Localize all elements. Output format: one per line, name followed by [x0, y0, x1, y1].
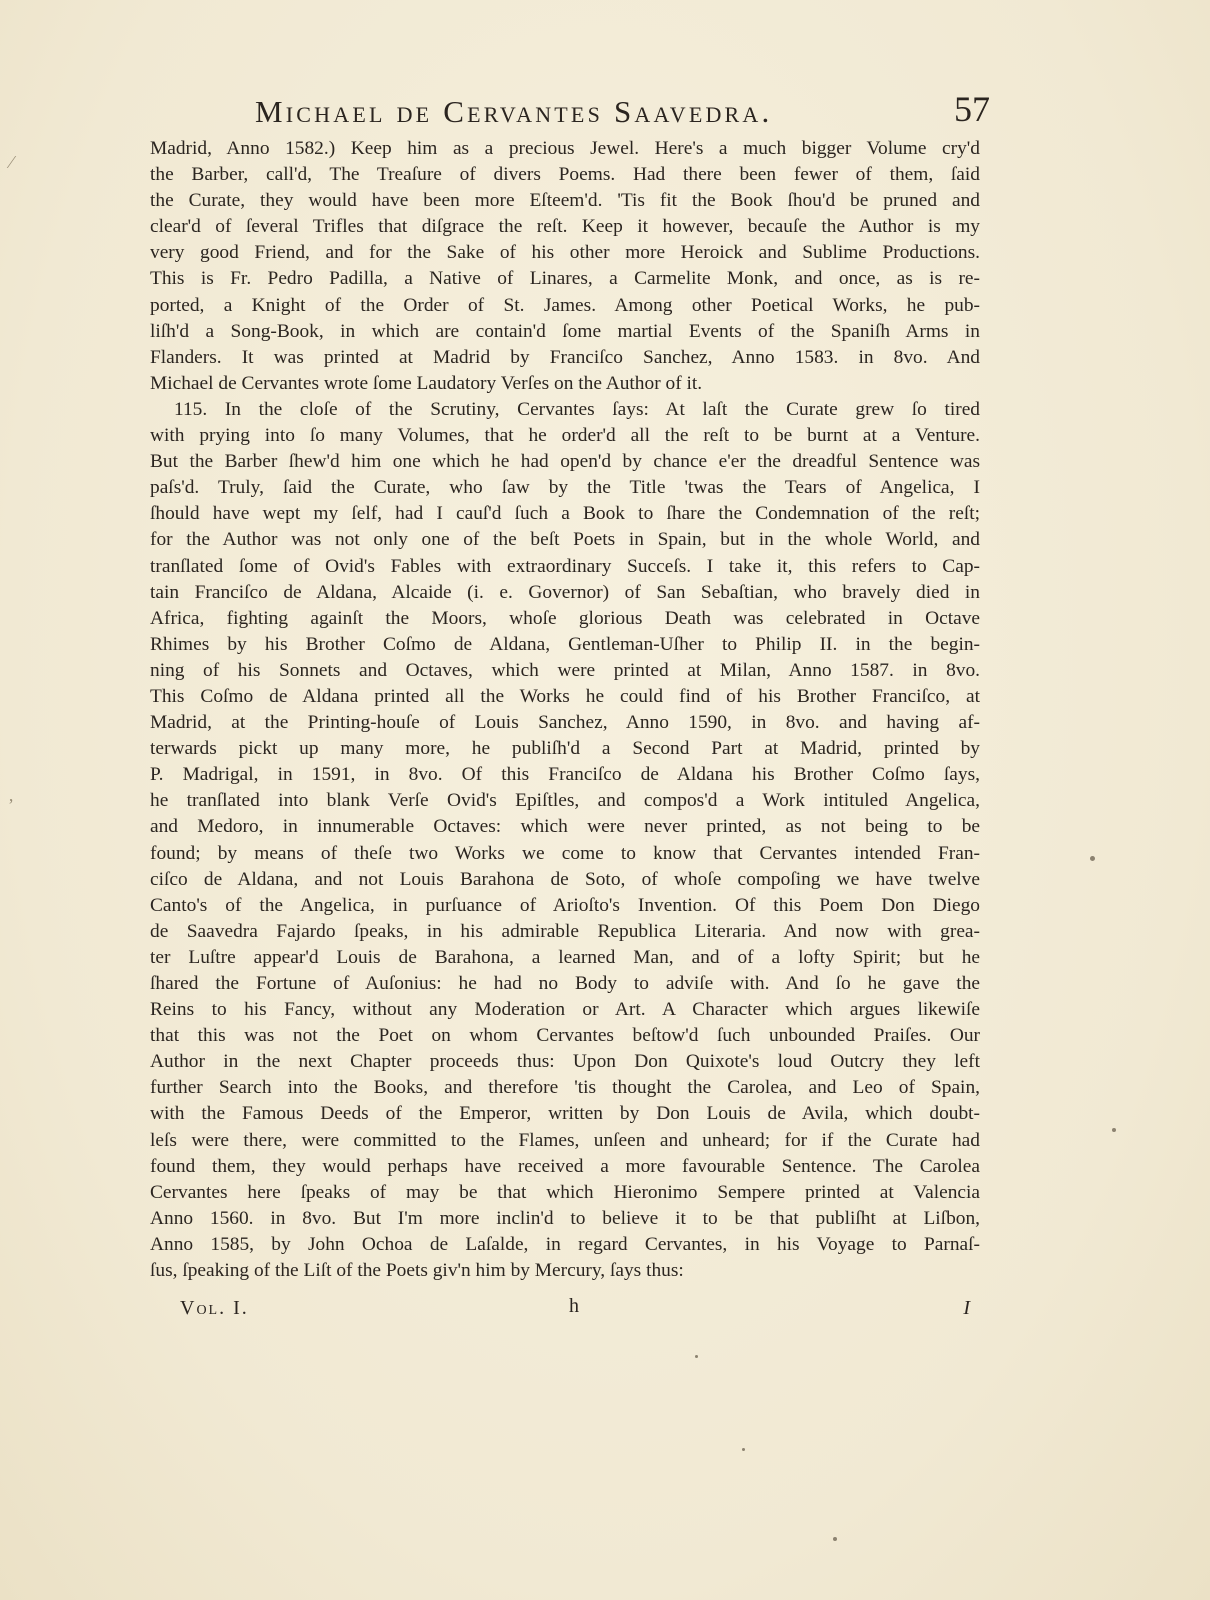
page-header — [255, 89, 990, 136]
text-line: This is Fr. Pedro Padilla, a Native of Linares, a Carmelite Monk, and once, as is re- — [150, 268, 980, 290]
text-line: But the Barber ſhew'd him one which he had open'd by chance e'er the dreadful Sentence was — [150, 451, 980, 473]
text-line: the Curate, they would have been more Eſteem'd. 'Tis fit the Book ſhou'd be pruned and — [150, 190, 980, 212]
text-line: This Coſmo de Aldana printed all the Works he could find of his Brother Franciſco, at — [150, 685, 980, 707]
running-title: Michael de Cervantes Saavedra. — [255, 94, 773, 129]
text-line: with the Famous Deeds of the Emperor, written by Don Louis de Avila, which doubt- — [150, 1103, 980, 1125]
text-line: paſs'd. Truly, ſaid the Curate, who ſaw by the Title 'twas the Tears of Angelica, I — [150, 477, 980, 499]
text-line: ſus, ſpeaking of the Liſt of the Poets giv'n him by Mercury, ſays thus: — [150, 1260, 684, 1282]
text-line: and Medoro, in innumerable Octaves: which were never printed, as not being to be — [150, 816, 980, 838]
text-line: the Barber, call'd, The Treaſure of divers Poems. Had there been fewer of them, ſaid — [150, 164, 980, 186]
text-line: ſhould have wept my ſelf, had I cauſ'd ſuch a Book to ſhare the Condemnation of the reſt; — [150, 503, 980, 525]
text-line: Author in the next Chapter proceeds thus: Upon Don Quixote's loud Outcry they left — [150, 1051, 980, 1073]
text-line: liſh'd a Song-Book, in which are contain'd ſome martial Events of the Spaniſh Arms in — [150, 320, 980, 342]
text-line: Anno 1560. in 8vo. But I'm more inclin'd to believe it to be that publiſht at Liſbon, — [150, 1207, 980, 1229]
text-line: de Saavedra Fajardo ſpeaks, in his admirable Republica Literaria. And now with grea- — [150, 920, 980, 942]
volume-mark: Vol. I. — [180, 1297, 249, 1319]
paper-speck — [1112, 1128, 1116, 1132]
text-line: 115. In the cloſe of the Scrutiny, Cervantes ſays: At laſt the Curate grew ſo tired — [174, 398, 980, 420]
signature-mark: h — [569, 1295, 579, 1317]
text-line: Africa, fighting againſt the Moors, whoſe glorious Death was celebrated in Octave — [150, 607, 980, 629]
text-line: very good Friend, and for the Sake of his other more Heroick and Sublime Productions. — [150, 242, 980, 264]
paper-speck — [742, 1448, 745, 1451]
page-number: 57 — [954, 89, 990, 129]
text-line: ciſco de Aldana, and not Louis Barahona de Soto, of whoſe compoſing we have twelve — [150, 868, 980, 890]
text-line: further Search into the Books, and therefore 'tis thought the Carolea, and Leo of Spain, — [150, 1077, 980, 1099]
text-line: with prying into ſo many Volumes, that he order'd all the reſt to be burnt at a Venture. — [150, 425, 980, 447]
body-text — [150, 136, 980, 1284]
catchword: I — [963, 1297, 970, 1319]
text-line: tranſlated ſome of Ovid's Fables with extraordinary Succeſs. I take it, this refers to Cap- — [150, 555, 980, 577]
page-footer — [180, 1297, 970, 1325]
text-line: Cervantes here ſpeaks of may be that which Hieronimo Sempere printed at Valencia — [150, 1181, 980, 1203]
text-line: that this was not the Poet on whom Cervantes beſtow'd ſuch unbounded Praiſes. Our — [150, 1025, 980, 1047]
text-line: P. Madrigal, in 1591, in 8vo. Of this Franciſco de Aldana his Brother Coſmo ſays, — [150, 764, 980, 786]
margin-pencil-mark: ‚ — [8, 785, 14, 805]
text-line: clear'd of ſeveral Trifles that diſgrace the reſt. Keep it however, becauſe the Author is my — [150, 216, 980, 238]
paper-speck — [695, 1355, 698, 1358]
text-line: Anno 1585, by John Ochoa de Laſalde, in regard Cervantes, in his Voyage to Parnaſ- — [150, 1233, 980, 1255]
text-line: terwards pickt up many more, he publiſh'd a Second Part at Madrid, printed by — [150, 738, 980, 760]
text-line: Madrid, at the Printing-houſe of Louis Sanchez, Anno 1590, in 8vo. and having af- — [150, 712, 980, 734]
text-line: Madrid, Anno 1582.) Keep him as a precious Jewel. Here's a much bigger Volume cry'd — [150, 138, 980, 159]
text-line: Rhimes by his Brother Coſmo de Aldana, Gentleman-Uſher to Philip II. in the begin- — [150, 633, 980, 655]
text-line: found them, they would perhaps have received a more favourable Sentence. The Carolea — [150, 1155, 980, 1177]
text-line: Canto's of the Angelica, in purſuance of Arioſto's Invention. Of this Poem Don Diego — [150, 894, 980, 916]
paper-speck — [833, 1537, 837, 1541]
text-line: Reins to his Fancy, without any Moderation or Art. A Character which argues likewiſe — [150, 999, 980, 1021]
text-line: tain Franciſco de Aldana, Alcaide (i. e. Governor) of San Sebaſtian, who bravely died in — [150, 581, 980, 603]
text-line: he tranſlated into blank Verſe Ovid's Epiſtles, and compos'd a Work intituled Angelica, — [150, 790, 980, 812]
text-line: leſs were there, were committed to the Flames, unſeen and unheard; for if the Curate had — [150, 1129, 980, 1151]
margin-pencil-mark: ⁄ — [10, 152, 14, 172]
text-line: Michael de Cervantes wrote ſome Laudatory Verſes on the Author of it. — [150, 372, 703, 394]
text-line: ning of his Sonnets and Octaves, which were printed at Milan, Anno 1587. in 8vo. — [150, 659, 980, 681]
text-line: Flanders. It was printed at Madrid by Franciſco Sanchez, Anno 1583. in 8vo. And — [150, 346, 980, 368]
paper-speck — [1090, 856, 1095, 861]
text-line: ſhared the Fortune of Auſonius: he had no Body to adviſe with. And ſo he gave the — [150, 973, 980, 994]
text-line: found; by means of theſe two Works we come to know that Cervantes intended Fran- — [150, 842, 980, 864]
text-line: for the Author was not only one of the beſt Poets in Spain, but in the whole World, and — [150, 529, 980, 551]
text-line: ported, a Knight of the Order of St. James. Among other Poetical Works, he pub- — [150, 294, 980, 316]
text-line: ter Luſtre appear'd Louis de Barahona, a learned Man, and of a lofty Spirit; but he — [150, 946, 980, 968]
